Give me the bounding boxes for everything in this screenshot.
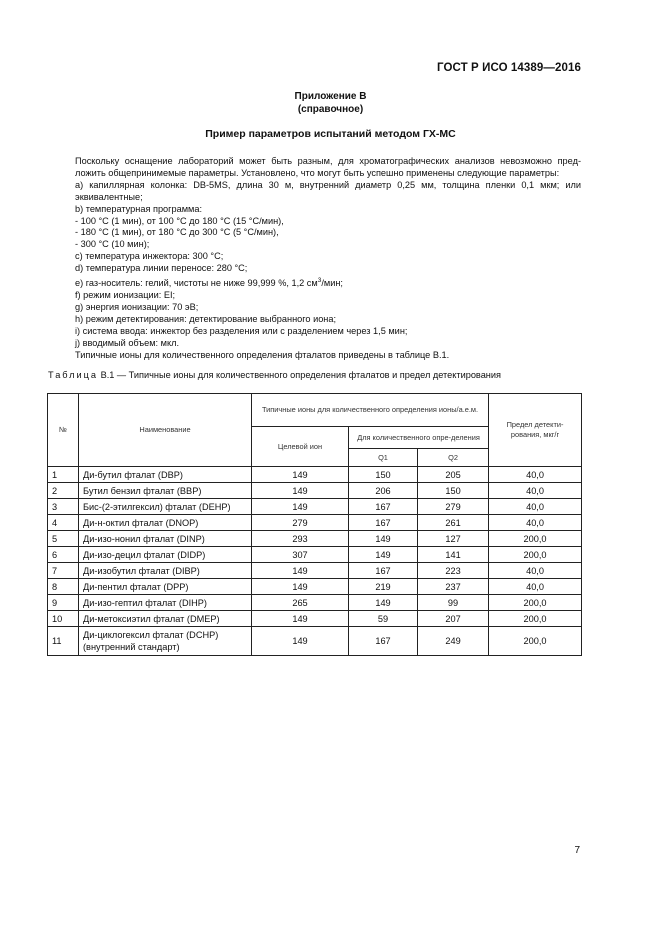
cell-name: Бутил бензил фталат (BBP) [79,483,252,499]
param-e-text: e) газ-носитель: гелий, чистоты не ниже 99,999 %, 1,2 см [75,278,318,289]
cell-number: 10 [48,611,79,627]
header-name: Наименование [79,394,252,467]
param-d: d) температура линии переносе: 280 °C; [75,263,248,274]
cell-number: 1 [48,467,79,483]
cell-target-ion: 149 [252,499,349,515]
header-target-ion: Целевой ион [252,427,349,467]
cell-target-ion: 149 [252,467,349,483]
cell-q1: 167 [349,515,418,531]
param-b3: - 300 °C (10 мин); [75,239,150,250]
param-f: f) режим ионизации: EI; [75,290,176,301]
cell-detection-limit: 200,0 [489,547,582,563]
param-j: j) вводимый объем: мкл. [75,337,180,348]
cell-q2: 261 [418,515,489,531]
cell-detection-limit: 40,0 [489,579,582,595]
cell-q2: 150 [418,483,489,499]
page-number: 7 [574,845,580,856]
table-row [48,611,582,627]
cell-name: Ди-изо-гептил фталат (DIHP) [79,595,252,611]
cell-target-ion: 149 [252,483,349,499]
cell-number: 3 [48,499,79,515]
cell-q1: 150 [349,467,418,483]
cell-q2: 223 [418,563,489,579]
cell-target-ion: 149 [252,579,349,595]
cell-q2: 249 [418,627,489,656]
table-row [48,499,582,515]
cell-name: Ди-циклогексил фталат (DCHP) (внутренний стандарт) [79,627,252,656]
cell-number: 6 [48,547,79,563]
cell-detection-limit: 40,0 [489,483,582,499]
cell-q2: 205 [418,467,489,483]
header-q1: Q1 [349,449,418,467]
cell-q2: 99 [418,595,489,611]
cell-target-ion: 149 [252,611,349,627]
cell-detection-limit: 40,0 [489,499,582,515]
header-typical-ions: Типичные ионы для количественного определения ионы/а.е.м. [252,394,489,427]
header-detection-limit: Предел детекти-рования, мкг/г [489,394,582,467]
cell-q2: 127 [418,531,489,547]
table-caption-word: Таблица [48,370,99,380]
table-body [48,467,582,656]
cell-target-ion: 293 [252,531,349,547]
cell-detection-limit: 40,0 [489,515,582,531]
cell-target-ion: 307 [252,547,349,563]
cell-q1: 167 [349,499,418,515]
cell-q1: 206 [349,483,418,499]
cell-number: 2 [48,483,79,499]
cell-q1: 167 [349,627,418,656]
param-b1: - 100 °C (1 мин), от 100 °C до 180 °C (15 °C/мин), [75,215,284,226]
param-c: c) температура инжектора: 300 °C; [75,251,224,262]
param-a: а) капиллярная колонка: DB-5MS, длина 30 м, внутренний диаметр 0,25 мм, толщина пленки 0,1 мкм; или эквивалентные; [75,179,581,202]
cell-target-ion: 149 [252,627,349,656]
cell-name: Ди-изобутил фталат (DIBP) [79,563,252,579]
param-h: h) режим детектирования: детектирование выбранного иона; [75,313,337,324]
cell-q1: 149 [349,547,418,563]
table-row [48,547,582,563]
cell-name: Ди-н-октил фталат (DNOP) [79,515,252,531]
section-title: Пример параметров испытаний методом ГХ-МС [205,128,456,140]
cell-q1: 167 [349,563,418,579]
cell-name: Ди-изо-децил фталат (DIDP) [79,547,252,563]
cell-number: 7 [48,563,79,579]
cell-q1: 219 [349,579,418,595]
header-quantitation: Для количественного опре-деления [349,427,489,449]
table-row [48,467,582,483]
cell-number: 8 [48,579,79,595]
table-row [48,595,582,611]
param-g: g) энергия ионизации: 70 эВ; [75,301,199,312]
table-caption-text: В.1 — Типичные ионы для количественного определения фталатов и предел детектирования [100,370,501,380]
cell-q2: 279 [418,499,489,515]
document-header: ГОСТ Р ИСО 14389—2016 [436,62,581,74]
cell-name: Ди-метоксиэтил фталат (DMEP) [79,611,252,627]
table-row [48,483,582,499]
cell-detection-limit: 200,0 [489,531,582,547]
appendix-title: Приложение В [294,91,367,102]
param-b: b) температурная программа: [75,203,203,214]
param-e-superscript: 3 [317,277,322,285]
cell-target-ion: 279 [252,515,349,531]
intro-paragraph: Поскольку оснащение лабораторий может быть разным, для хроматографических анализов невозможно пред-ложить общепринимемые параметры. Установлено, что могут быть успешно применены следующие параметры: [75,156,581,178]
appendix-subtitle: (справочное) [297,104,364,115]
cell-number: 9 [48,595,79,611]
cell-detection-limit: 200,0 [489,595,582,611]
cell-name: Ди-пентил фталат (DPP) [79,579,252,595]
table-caption [48,370,501,380]
cell-number: 4 [48,515,79,531]
param-b2: - 180 °C (1 мин), от 180 °C до 300 °C (5 °C/мин), [75,227,279,238]
cell-q2: 141 [418,547,489,563]
cell-q1: 149 [349,595,418,611]
table-row [48,579,582,595]
cell-detection-limit: 200,0 [489,627,582,656]
cell-q1: 149 [349,531,418,547]
cell-number: 5 [48,531,79,547]
cell-target-ion: 265 [252,595,349,611]
table-row [48,563,582,579]
cell-q2: 207 [418,611,489,627]
header-q2: Q2 [418,449,489,467]
cell-name: Ди-изо-нонил фталат (DINP) [79,531,252,547]
table-reference: Типичные ионы для количественного определения фталатов приведены в таблице В.1. [75,349,450,360]
param-e [75,275,581,290]
cell-number: 11 [48,627,79,656]
header-number: № [48,394,79,467]
parameters-text [75,156,581,361]
table-row [48,627,582,656]
phthalates-table [47,393,582,656]
cell-q2: 237 [418,579,489,595]
table-row [48,515,582,531]
table-row [48,531,582,547]
cell-q1: 59 [349,611,418,627]
cell-target-ion: 149 [252,563,349,579]
cell-detection-limit: 200,0 [489,611,582,627]
param-i: i) система ввода: инжектор без разделения или с разделением через 1,5 мин; [75,325,408,336]
cell-name: Бис-(2-этилгексил) фталат (DEHP) [79,499,252,515]
cell-name: Ди-бутил фталат (DBP) [79,467,252,483]
cell-detection-limit: 40,0 [489,563,582,579]
cell-detection-limit: 40,0 [489,467,582,483]
param-e-unit: /мин; [321,278,343,289]
appendix-heading [0,90,661,116]
